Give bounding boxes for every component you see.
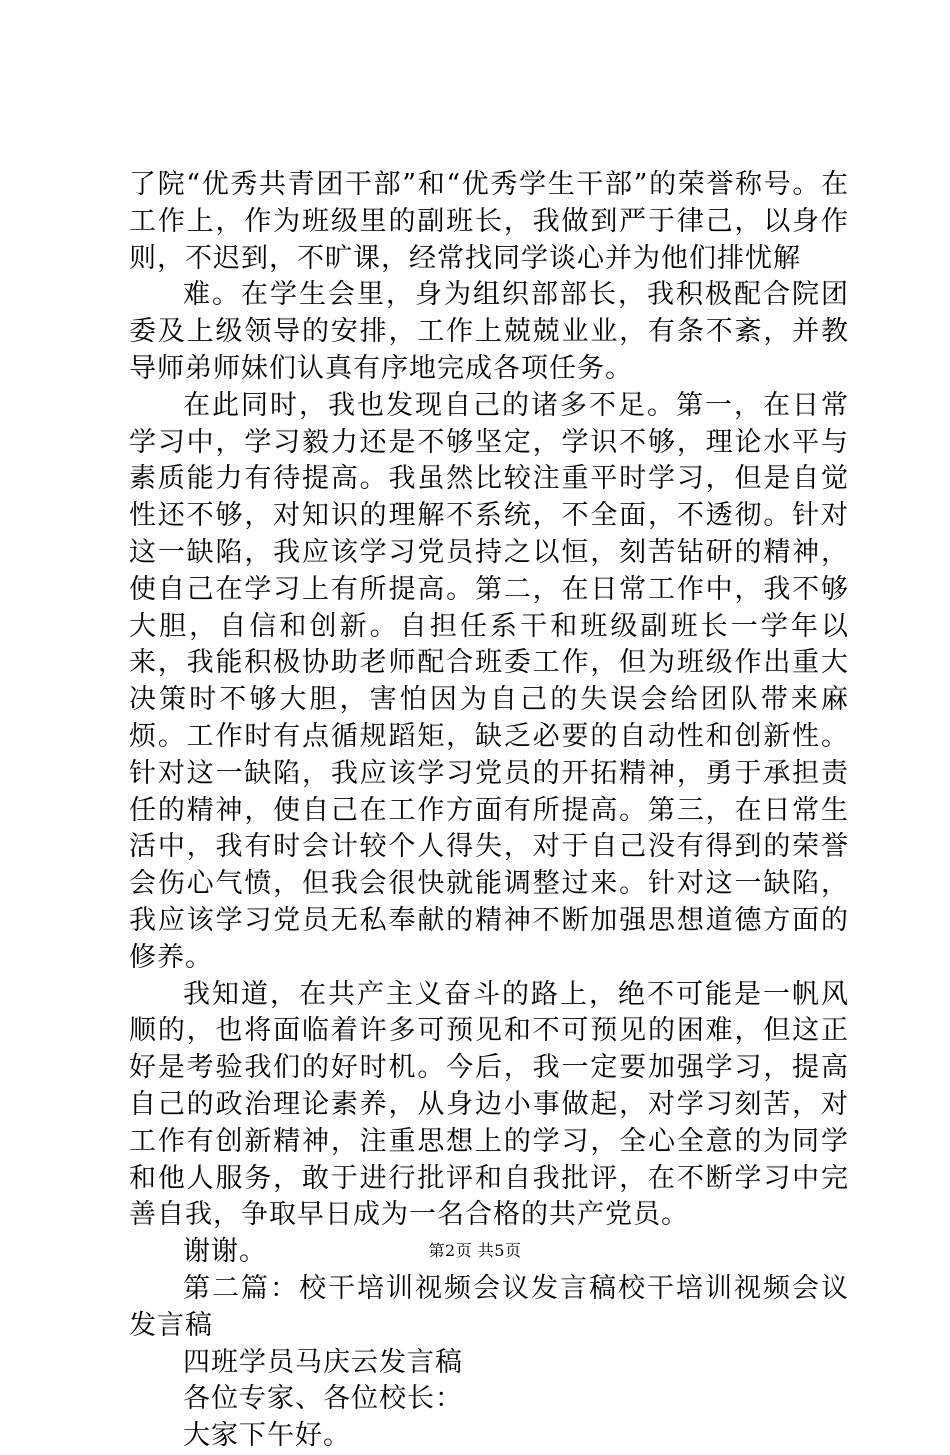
paragraph-thanks: 谢谢。	[183, 1236, 267, 1268]
speech-author-line: 四班学员马庆云发言稿	[183, 1346, 463, 1378]
page-number-footer: 第2页 共5页	[428, 1241, 522, 1260]
document-body	[129, 167, 849, 1455]
greeting-line: 大家下午好。	[183, 1420, 351, 1452]
paragraph-resolution: 我知道，在共产主义奋斗的路上，绝不可能是一帆风顺的，也将面临着许多可预见和不可预见的困难，但这正好是考验我们的好时机。今后，我一定要加强学习，提高自己的政治理论素养，从身边小事做起，对学习刻苦，对工作有创新精神，注重思想上的学习，全心全意的为同学和他人服务，敢于进行批评和自我批评，在不断学习中完善自我，争取早日成为一名合格的共产党员。	[129, 978, 849, 1231]
paragraph-shortcomings: 在此同时，我也发现自己的诸多不足。第一，在日常学习中，学习毅力还是不够坚定，学识不够，理论水平与素质能力有待提高。我虽然比较注重平时学习，但是自觉性还不够，对知识的理解不系统，不全面，不透彻。针对这一缺陷，我应该学习党员持之以恒，刻苦钻研的精神，使自己在学习上有所提高。第二，在日常工作中，我不够大胆，自信和创新。自担任系干和班级副班长一学年以来，我能积极协助老师配合班委工作，但为班级作出重大决策时不够大胆，害怕因为自己的失误会给团队带来麻烦。工作时有点循规蹈矩，缺乏必要的自动性和创新性。针对这一缺陷，我应该学习党员的开拓精神，勇于承担责任的精神，使自己在工作方面有所提高。第三，在日常生活中，我有时会计较个人得失，对于自己没有得到的荣誉会伤心气愤，但我会很快就能调整过来。针对这一缺陷，我应该学习党员无私奉献的精神不断加强思想道德方面的修养。	[129, 389, 849, 973]
section-heading-second-article: 第二篇：校干培训视频会议发言稿校干培训视频会议发言稿	[129, 1272, 849, 1341]
paragraph-student-union: 难。在学生会里，身为组织部部长，我积极配合院团委及上级领导的安排，工作上兢兢业业，有条不紊，并教导师弟师妹们认真有序地完成各项任务。	[129, 279, 849, 384]
paragraph-honors-continued: 了院“优秀共青团干部”和“优秀学生干部”的荣誉称号。在工作上，作为班级里的副班长，我做到严于律己，以身作则，不迟到，不旷课，经常找同学谈心并为他们排忧解	[129, 169, 849, 274]
salutation-line: 各位专家、各位校长：	[183, 1383, 463, 1415]
